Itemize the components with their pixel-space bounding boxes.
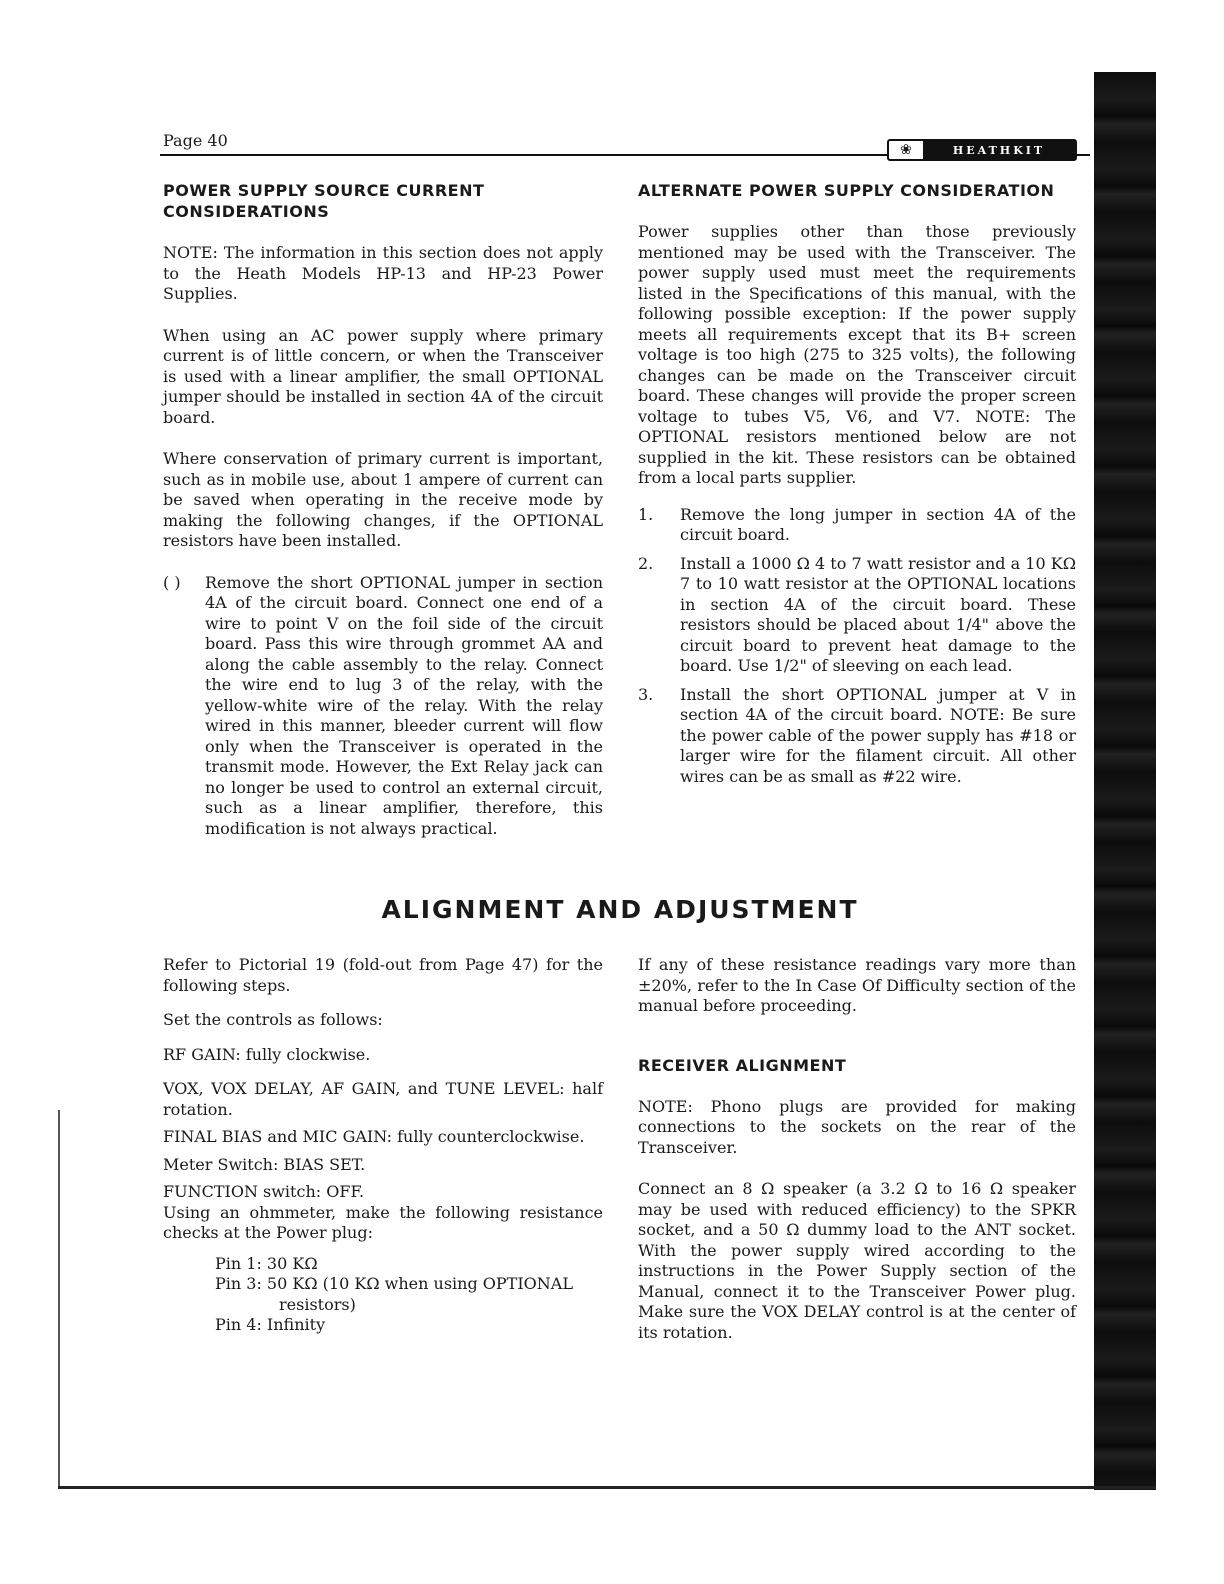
pin-reading: Pin 3: 50 KΩ (10 KΩ when using OPTIONAL <box>215 1274 573 1293</box>
section-heading: ALTERNATE POWER SUPPLY CONSIDERATION <box>638 181 1055 200</box>
paragraph: When using an AC power supply where primary current is of little concern, or when the Transceiver is used with a linear amplifier, the small OPTIONAL jumper should be installed in section 4A of the circuit board. <box>163 325 603 427</box>
control-setting: FINAL BIAS and MIC GAIN: fully counterclockwise. <box>163 1127 585 1146</box>
main-heading: ALIGNMENT AND ADJUSTMENT <box>381 895 859 924</box>
numbered-step <box>638 554 1076 677</box>
scan-bottom-edge <box>58 1486 1156 1489</box>
pin-reading-continued: resistors) <box>279 1294 356 1314</box>
step-number: 1. <box>638 504 654 524</box>
control-setting: VOX, VOX DELAY, AF GAIN, and TUNE LEVEL: half rotation. <box>163 1079 603 1119</box>
scan-left-edge <box>58 1110 60 1488</box>
paragraph: NOTE: Phono plugs are provided for making connections to the sockets on the rear of the Transceiver. <box>638 1096 1076 1157</box>
alternate-power-supply-section <box>638 180 1076 787</box>
step-text: Install a 1000 Ω 4 to 7 watt resistor and a 10 KΩ 7 to 10 watt resistor at the OPTIONAL locations in section 4A of the circuit board. These resistors should be placed about 1/4" above the circuit board to prevent heat damage to the board. Use 1/2" of sleeving on each lead. <box>680 553 1076 675</box>
power-supply-source-section <box>163 180 603 839</box>
pin-readings <box>215 1254 603 1336</box>
step-number: 2. <box>638 553 654 573</box>
pin-reading: Pin 1: 30 KΩ <box>215 1253 318 1273</box>
page-number: Page 40 <box>163 131 228 150</box>
control-setting: Meter Switch: BIAS SET. <box>163 1154 366 1174</box>
paragraph: Set the controls as follows: <box>163 1010 383 1029</box>
checklist-step <box>163 573 603 840</box>
control-setting: FUNCTION switch: OFF. <box>163 1182 365 1201</box>
scan-edge-strip <box>1094 72 1156 1490</box>
numbered-step <box>638 685 1076 788</box>
step-text: Remove the short OPTIONAL jumper in section 4A of the circuit board. Connect one end of a wire to point V on the foil side of the circuit board. Pass this wire through grommet AA and along the cable assembly to the relay. Connect the wire end to lug 3 of the relay, with the yellow-white wire of the relay. With the relay wired in this manner, bleeder current will flow only when the Transceiver is operated in the transmit mode. However, the Ext Relay jack can no longer be used to control an external circuit, such as a linear amplifier, therefore, this modification is not always practical. <box>205 572 603 838</box>
control-setting: RF GAIN: fully clockwise. <box>163 1044 371 1064</box>
heathkit-logo <box>887 139 1077 161</box>
step-number: 3. <box>638 684 654 704</box>
step-text: Remove the long jumper in section 4A of the circuit board. <box>680 504 1076 544</box>
numbered-step <box>638 505 1076 546</box>
section-heading: RECEIVER ALIGNMENT <box>638 1055 847 1075</box>
paragraph: Where conservation of primary current is important, such as in mobile use, about 1 ampere of current can be saved when operating in the receive mode by making the following changes, if the OPTIONAL resistors have been installed. <box>163 449 603 550</box>
paragraph: Refer to Pictorial 19 (fold-out from Page 47) for the following steps. <box>163 955 603 995</box>
paragraph: Using an ohmmeter, make the following resistance checks at the Power plug: <box>163 1202 603 1242</box>
logo-text: HEATHKIT <box>923 141 1075 159</box>
paragraph: Power supplies other than those previously mentioned may be used with the Transceiver. The power supply used must meet the requirements listed in the Specifications of this manual, with the following possible exception: If the power supply meets all requirements except that its B+ screen voltage is too high (275 to 325 volts), the following changes can be made on the Transceiver circuit board. These changes will provide the proper screen voltage to tubes V5, V6, and V7. NOTE: The OPTIONAL resistors mentioned below are not supplied in the kit. These resistors can be obtained from a local parts supplier. <box>638 222 1076 487</box>
checkbox[interactable]: ( ) <box>163 572 181 592</box>
section-heading: POWER SUPPLY SOURCE CURRENT CONSIDERATIONS <box>163 181 485 221</box>
logo-mark-icon: ❀ <box>900 142 912 158</box>
step-text: Install the short OPTIONAL jumper at V in section 4A of the circuit board. NOTE: Be sure the power cable of the power supply has #18 or larger wire for the filament circuit. All other wires can be as small as #22 wire. <box>680 684 1076 786</box>
paragraph: NOTE: The information in this section does not apply to the Heath Models HP-13 and HP-23 Power Supplies. <box>163 243 603 303</box>
receiver-alignment-section <box>638 955 1076 1343</box>
paragraph: Connect an 8 Ω speaker (a 3.2 Ω to 16 Ω speaker may be used with reduced efficiency) to the SPKR socket, and a 50 Ω dummy load to the ANT socket. With the power supply wired according to the instructions in the Power Supply section of the Manual, connect it to the Transceiver Power plug. Make sure the VOX DELAY control is at the center of its rotation. <box>638 1179 1076 1342</box>
paragraph: If any of these resistance readings vary more than ±20%, refer to the In Case Of Difficulty section of the manual before proceeding. <box>638 955 1076 1015</box>
alignment-controls-section <box>163 955 603 1336</box>
pin-reading: Pin 4: Infinity <box>215 1315 326 1334</box>
